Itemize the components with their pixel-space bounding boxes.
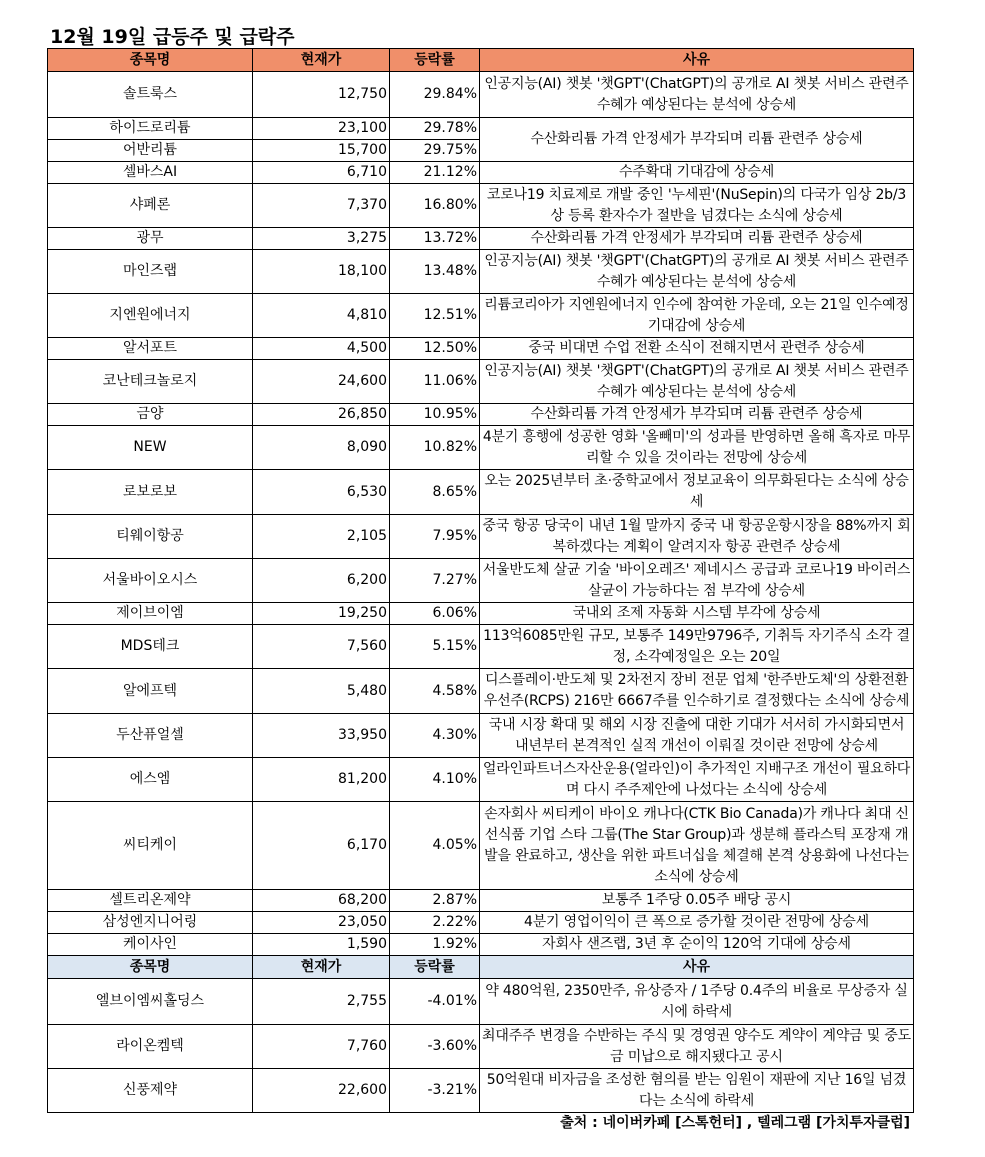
stock-name: 하이드로리튬 (48, 118, 253, 140)
change-rate: 12.50% (390, 338, 480, 360)
current-price: 24,600 (253, 360, 390, 404)
stock-name: 케이사인 (48, 934, 253, 956)
change-rate: 10.95% (390, 404, 480, 426)
change-rate: 4.10% (390, 758, 480, 802)
stock-name: 삼성엔지니어링 (48, 912, 253, 934)
change-rate: 4.58% (390, 669, 480, 714)
reason-text: 서울반도체 살균 기술 '바이오레즈' 제네시스 공급과 코로나19 바이러스 살균이 가능하다는 점 부각에 상승세 (480, 559, 914, 603)
reason-text: 손자회사 씨티케이 바이오 캐나다(CTK Bio Canada)가 캐나다 최대 신선식품 기업 스타 그룹(The Star Group)과 생분해 플라스틱 포장재 개발을 완료하고, 생산을 위한 파트너십을 체결해 본격 상용화에 나선다는 소식에 상승세 (480, 802, 914, 890)
reason-text: 국내외 조제 자동화 시스템 부각에 상승세 (480, 603, 914, 625)
reason-text: 얼라인파트너스자산운용(얼라인)이 추가적인 지배구조 개선이 필요하다며 다시 주주제안에 나섰다는 소식에 상승세 (480, 758, 914, 802)
change-rate: -3.21% (390, 1069, 480, 1113)
change-rate: 13.72% (390, 228, 480, 250)
current-price: 8,090 (253, 426, 390, 470)
reason-text: 약 480억원, 2350만주, 유상증자 / 1주당 0.4주의 비율로 무상증자 실시에 하락세 (480, 979, 914, 1025)
reason-text: 수산화리튬 가격 안정세가 부각되며 리튬 관련주 상승세 (480, 228, 914, 250)
stock-name: 마인즈랩 (48, 250, 253, 294)
reason-text: 코로나19 치료제로 개발 중인 '누세핀'(NuSepin)의 다국가 임상 2b/3상 등록 환자수가 절반을 넘겼다는 소식에 상승세 (480, 184, 914, 228)
stock-name: 로보로보 (48, 470, 253, 515)
table-row (48, 184, 914, 228)
current-price: 4,810 (253, 294, 390, 338)
current-price: 6,200 (253, 559, 390, 603)
reason-text: 인공지능(AI) 챗봇 '챗GPT'(ChatGPT)의 공개로 AI 챗봇 서비스 관련주 수혜가 예상된다는 분석에 상승세 (480, 72, 914, 118)
column-header-price: 현재가 (253, 49, 390, 72)
table-row (48, 714, 914, 758)
change-rate: 6.06% (390, 603, 480, 625)
current-price: 7,760 (253, 1025, 390, 1069)
reason-text: 수주확대 기대감에 상승세 (480, 162, 914, 184)
table-row (48, 294, 914, 338)
reason-text: 오는 2025년부터 초·중학교에서 정보교육이 의무화된다는 소식에 상승세 (480, 470, 914, 515)
change-rate: 29.75% (390, 140, 480, 162)
reason-text: 리튬코리아가 지엔원에너지 인수에 참여한 가운데, 오는 21일 인수예정 기대감에 상승세 (480, 294, 914, 338)
current-price: 12,750 (253, 72, 390, 118)
change-rate: 29.84% (390, 72, 480, 118)
reason-text: 중국 비대면 수업 전환 소식이 전해지면서 관련주 상승세 (480, 338, 914, 360)
stock-name: 셀바스AI (48, 162, 253, 184)
table-row (48, 934, 914, 956)
stock-name: 지엔원에너지 (48, 294, 253, 338)
current-price: 22,600 (253, 1069, 390, 1113)
change-rate: 5.15% (390, 625, 480, 669)
table-row (48, 979, 914, 1025)
reason-text: 중국 항공 당국이 내년 1월 말까지 중국 내 항공운항시장을 88%까지 회복하겠다는 계획이 알려지자 항공 관련주 상승세 (480, 515, 914, 559)
current-price: 33,950 (253, 714, 390, 758)
change-rate: 1.92% (390, 934, 480, 956)
change-rate: -4.01% (390, 979, 480, 1025)
table-row (48, 912, 914, 934)
table-row (48, 470, 914, 515)
stock-name: 광무 (48, 228, 253, 250)
stock-name: 금양 (48, 404, 253, 426)
reason-text: 국내 시장 확대 및 해외 시장 진출에 대한 기대가 서서히 가시화되면서 내년부터 본격적인 실적 개선이 이뤄질 것이란 전망에 상승세 (480, 714, 914, 758)
current-price: 3,275 (253, 228, 390, 250)
stock-name: 알에프텍 (48, 669, 253, 714)
stock-name: 티웨이항공 (48, 515, 253, 559)
current-price: 23,050 (253, 912, 390, 934)
stock-name: 셀트리온제약 (48, 890, 253, 912)
stock-name: 라이온켐텍 (48, 1025, 253, 1069)
stock-name: 엘브이엠씨홀딩스 (48, 979, 253, 1025)
current-price: 7,370 (253, 184, 390, 228)
stock-name: 에스엠 (48, 758, 253, 802)
table-row (48, 228, 914, 250)
current-price: 68,200 (253, 890, 390, 912)
reason-text: 보통주 1주당 0.05주 배당 공시 (480, 890, 914, 912)
table-row (48, 360, 914, 404)
change-rate: 11.06% (390, 360, 480, 404)
change-rate: 12.51% (390, 294, 480, 338)
reason-text: 50억원대 비자금을 조성한 혐의를 받는 임원이 재판에 지난 16일 넘겼다는 소식에 하락세 (480, 1069, 914, 1113)
stock-name: NEW (48, 426, 253, 470)
change-rate: 13.48% (390, 250, 480, 294)
table-row (48, 515, 914, 559)
reason-text: 113억6085만원 규모, 보통주 149만9796주, 기취득 자기주식 소각 결정, 소각예정일은 오는 20일 (480, 625, 914, 669)
column-header-change: 등락률 (390, 49, 480, 72)
current-price: 4,500 (253, 338, 390, 360)
table-row (48, 669, 914, 714)
reason-text: 자회사 샌즈랩, 3년 후 순이익 120억 기대에 상승세 (480, 934, 914, 956)
gainers-body (48, 72, 914, 956)
change-rate: -3.60% (390, 1025, 480, 1069)
table-row (48, 890, 914, 912)
table-row (48, 250, 914, 294)
current-price: 19,250 (253, 603, 390, 625)
current-price: 2,105 (253, 515, 390, 559)
stock-name: 신풍제약 (48, 1069, 253, 1113)
stock-name: 코난테크놀로지 (48, 360, 253, 404)
column-header-name: 종목명 (48, 49, 253, 72)
current-price: 81,200 (253, 758, 390, 802)
reason-text: 수산화리튬 가격 안정세가 부각되며 리튬 관련주 상승세 (480, 118, 914, 162)
table-row (48, 625, 914, 669)
reason-text: 4분기 흥행에 성공한 영화 '올빼미'의 성과를 반영하면 올해 흑자로 마무리할 수 있을 것이라는 전망에 상승세 (480, 426, 914, 470)
change-rate: 8.65% (390, 470, 480, 515)
stock-name: 씨티케이 (48, 802, 253, 890)
table-row (48, 758, 914, 802)
current-price: 23,100 (253, 118, 390, 140)
change-rate: 10.82% (390, 426, 480, 470)
table-row (48, 162, 914, 184)
current-price: 26,850 (253, 404, 390, 426)
stock-name: 솔트룩스 (48, 72, 253, 118)
current-price: 1,590 (253, 934, 390, 956)
current-price: 7,560 (253, 625, 390, 669)
current-price: 18,100 (253, 250, 390, 294)
change-rate: 2.87% (390, 890, 480, 912)
stock-table (47, 48, 914, 1113)
stock-name: MDS테크 (48, 625, 253, 669)
reason-text: 인공지능(AI) 챗봇 '챗GPT'(ChatGPT)의 공개로 AI 챗봇 서비스 관련주 수혜가 예상된다는 분석에 상승세 (480, 360, 914, 404)
stock-name: 샤페론 (48, 184, 253, 228)
reason-text: 수산화리튬 가격 안정세가 부각되며 리튬 관련주 상승세 (480, 404, 914, 426)
table-row (48, 1069, 914, 1113)
stock-name: 어반리튬 (48, 140, 253, 162)
change-rate: 7.95% (390, 515, 480, 559)
source-note: 출처 : 네이버카페 [스톡헌터] , 텔레그램 [가치투자클럽] (560, 1115, 910, 1131)
current-price: 6,170 (253, 802, 390, 890)
table-row (48, 118, 914, 140)
table-row (48, 603, 914, 625)
losers-header (48, 956, 914, 979)
change-rate: 4.05% (390, 802, 480, 890)
table-row (48, 559, 914, 603)
reason-text: 최대주주 변경을 수반하는 주식 및 경영권 양수도 계약이 계약금 및 중도금 미납으로 해지됐다고 공시 (480, 1025, 914, 1069)
current-price: 5,480 (253, 669, 390, 714)
gainers-header-row (48, 49, 914, 72)
table-row (48, 404, 914, 426)
losers-header-row (48, 956, 914, 979)
table-row (48, 802, 914, 890)
column-header-reason: 사유 (480, 49, 914, 72)
column-header-change: 등락률 (390, 956, 480, 979)
stock-name: 제이브이엠 (48, 603, 253, 625)
stock-name: 서울바이오시스 (48, 559, 253, 603)
reason-text: 디스플레이·반도체 및 2차전지 장비 전문 업체 '한주반도체'의 상환전환우선주(RCPS) 216만 6667주를 인수하기로 결정했다는 소식에 상승세 (480, 669, 914, 714)
table-row (48, 338, 914, 360)
losers-body (48, 979, 914, 1113)
change-rate: 2.22% (390, 912, 480, 934)
table-row (48, 1025, 914, 1069)
stock-name: 알서포트 (48, 338, 253, 360)
table-row (48, 72, 914, 118)
current-price: 6,530 (253, 470, 390, 515)
table-row (48, 426, 914, 470)
reason-text: 인공지능(AI) 챗봇 '챗GPT'(ChatGPT)의 공개로 AI 챗봇 서비스 관련주 수혜가 예상된다는 분석에 상승세 (480, 250, 914, 294)
change-rate: 4.30% (390, 714, 480, 758)
current-price: 6,710 (253, 162, 390, 184)
column-header-price: 현재가 (253, 956, 390, 979)
current-price: 15,700 (253, 140, 390, 162)
reason-text: 4분기 영업이익이 큰 폭으로 증가할 것이란 전망에 상승세 (480, 912, 914, 934)
change-rate: 16.80% (390, 184, 480, 228)
column-header-reason: 사유 (480, 956, 914, 979)
stock-name: 두산퓨얼셀 (48, 714, 253, 758)
change-rate: 21.12% (390, 162, 480, 184)
change-rate: 29.78% (390, 118, 480, 140)
change-rate: 7.27% (390, 559, 480, 603)
current-price: 2,755 (253, 979, 390, 1025)
column-header-name: 종목명 (48, 956, 253, 979)
page-title: 12월 19일 급등주 및 급락주 (50, 26, 295, 48)
